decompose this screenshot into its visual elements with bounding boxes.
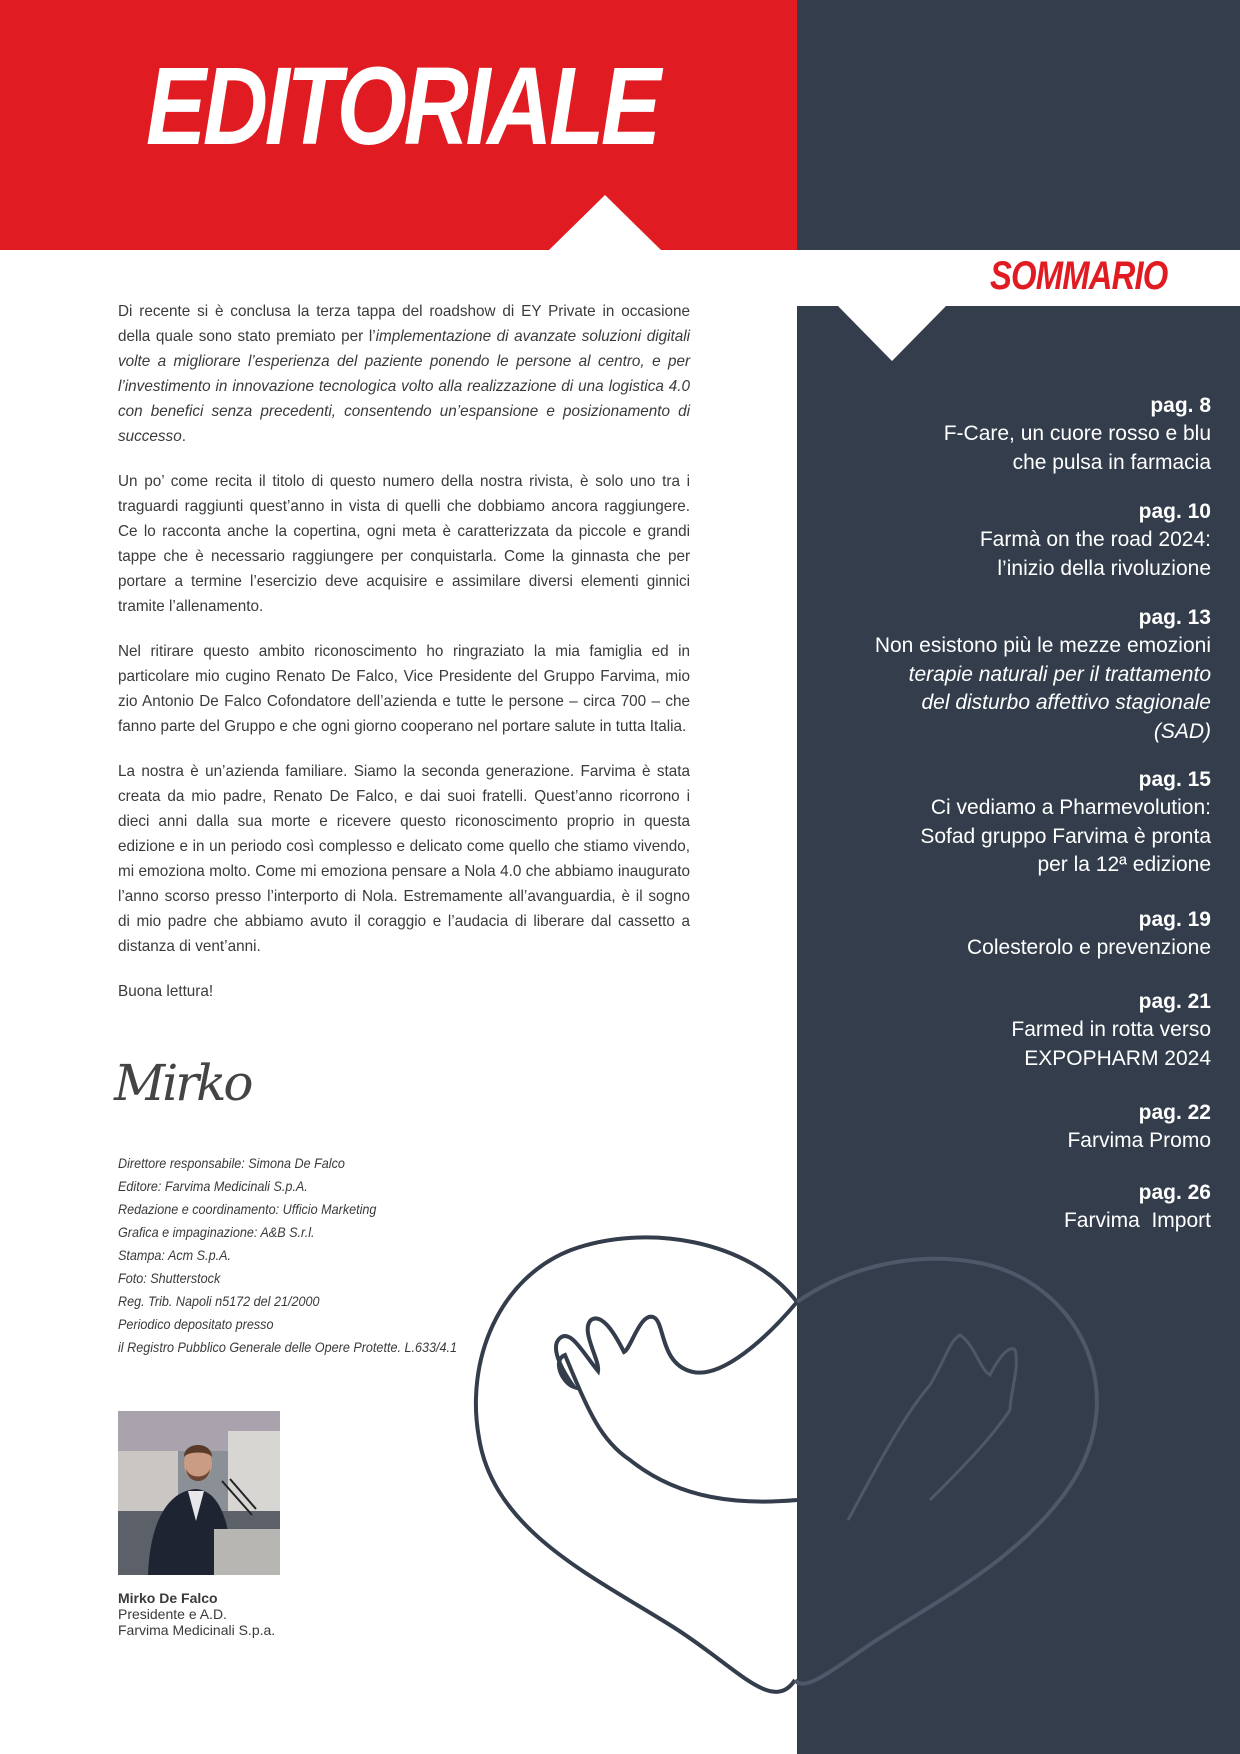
toc-entry[interactable]	[791, 988, 1211, 1073]
toc-page-number: pag. 26	[1138, 1180, 1211, 1204]
toc-title-line: Colesterolo e prevenzione	[967, 935, 1211, 959]
author-role: Presidente e A.D.	[118, 1606, 227, 1622]
toc-title-line: Farvima Import	[1063, 1208, 1211, 1232]
colophon-line: Foto: Shutterstock	[118, 1270, 221, 1286]
toc-title-line: del disturbo affettivo stagionale	[921, 691, 1211, 714]
toc-title-line: Farvima Promo	[1067, 1129, 1211, 1152]
toc-entry[interactable]	[791, 1179, 1211, 1236]
toc-title-line: F-Care, un cuore rosso e blu	[943, 422, 1211, 445]
editorial-paragraph-3: Nel ritirare questo ambito riconoscimento ho ringraziato la mia famiglia ed in particolare mio cugino Renato De Falco, Vice Presidente del Gruppo Farvima, mio zio Antonio De Falco Cofondatore dell’azienda e tutte le persone – circa 700 – che fanno parte del Gruppo e che ogni giorno cooperano nel portare salute in tutta Italia.	[118, 643, 691, 735]
toc-title-line: Ci vediamo a Pharmevolution:	[930, 796, 1211, 819]
toc-title-line: terapie naturali per il trattamento	[908, 662, 1211, 686]
author-photo-illustration	[118, 1411, 280, 1575]
paragraph-1-intro: Di recente si è conclusa la terza tappa del roadshow di EY Private in occasione della quale sono stato premiato per l’	[118, 303, 691, 345]
colophon	[118, 1152, 538, 1359]
editorial-paragraph-2: Un po’ come recita il titolo di questo numero della nostra rivista, è solo uno tra i traguardi raggiunti quest’anno in vista di quelli che dobbiamo ancora raggiungere. Ce lo racconta anche la copertina, ogni meta è caratterizzata da piccole e grandi tappe che è necessario raggiungere per conquistarla. Come la ginnasta che per portare a termine l’esercizio deve acquisire e assimilare diversi elementi ginnici tramite l’allenamento.	[118, 473, 691, 615]
toc-page-number: pag. 19	[1138, 907, 1211, 931]
toc-title-line: Farmà on the road 2024:	[979, 528, 1211, 551]
toc-entry[interactable]	[791, 766, 1211, 880]
author-company: Farvima Medicinali S.p.a.	[118, 1622, 276, 1638]
author-caption	[118, 1590, 275, 1638]
toc-page-number: pag. 8	[1150, 394, 1211, 417]
colophon-line: Reg. Trib. Napoli n5172 del 21/2000	[118, 1293, 320, 1309]
colophon-line: Redazione e coordinamento: Ufficio Marketing	[118, 1201, 377, 1217]
toc-title-line: Non esistono più le mezze emozioni	[874, 634, 1211, 657]
toc-entry[interactable]	[791, 906, 1211, 963]
table-of-contents	[791, 392, 1211, 1235]
paragraph-1-end: .	[181, 428, 186, 445]
toc-page-number: pag. 13	[1138, 606, 1211, 629]
toc-page-number: pag. 21	[1138, 990, 1211, 1013]
editorial-paragraph-4: La nostra è un’azienda familiare. Siamo la seconda generazione. Farvima è stata creata da mio padre, Renato De Falco, e dai suoi fratelli. Quest’anno ricorrono i dieci anni dalla sua morte e ricevere questo riconoscimento proprio in questa edizione e in un periodo così complesso e delicato come quello che stiamo vivendo, mi emoziona molto. Come mi emoziona pensare a Nola 4.0 che abbiamo inaugurato l’anno scorso presso l’interporto di Nola. Estremamente all’avanguardia, è il sogno di mio padre che abbiamo avuto il coraggio e l’audacia di liberare dal cassetto a distanza di vent’anni.	[118, 763, 691, 955]
colophon-line: Stampa: Acm S.p.A.	[118, 1247, 231, 1263]
page-title: EDITORIALE	[146, 45, 658, 168]
toc-title-line: per la 12ª edizione	[1037, 853, 1211, 876]
author-photo	[118, 1411, 280, 1575]
editorial-closing: Buona lettura!	[118, 983, 214, 1000]
toc-page-number: pag. 15	[1138, 768, 1211, 791]
toc-title-line: che pulsa in farmacia	[1012, 450, 1211, 474]
toc-title-line: l’inizio della rivoluzione	[997, 556, 1211, 580]
toc-title-line: Farmed in rotta verso	[1011, 1018, 1211, 1041]
toc-title-line: (SAD)	[1153, 719, 1211, 743]
toc-entry[interactable]	[791, 1099, 1211, 1156]
editorial-paragraph-1	[118, 299, 690, 449]
toc-title-line: EXPOPHARM 2024	[1024, 1046, 1211, 1070]
colophon-line: Direttore responsabile: Simona De Falco	[118, 1155, 345, 1171]
paragraph-1-quote: implementazione di avanzate soluzioni digitali volte a migliorare l’esperienza del paziente ponendo le persone al centro, e per l’investimento in innovazione tecnologica volto alla realizzazione di una logistica 4.0 con benefici senza precedenti, consentendo un’espansione e posizionamento di successo	[118, 328, 691, 445]
toc-entry[interactable]	[791, 392, 1211, 477]
colophon-line: Periodico depositato presso	[118, 1316, 274, 1332]
sommario-title: SOMMARIO	[989, 254, 1167, 298]
signature: Mirko	[114, 1054, 251, 1112]
colophon-line: Grafica e impaginazione: A&B S.r.l.	[118, 1224, 315, 1240]
author-name: Mirko De Falco	[118, 1590, 218, 1606]
toc-page-number: pag. 22	[1138, 1101, 1211, 1124]
colophon-line: il Registro Pubblico Generale delle Opere Protette. L.633/4.1	[118, 1339, 458, 1355]
toc-entry[interactable]	[791, 498, 1211, 583]
toc-page-number: pag. 10	[1138, 500, 1211, 523]
toc-title-line: Sofad gruppo Farvima è pronta	[920, 824, 1211, 848]
editorial-body	[118, 299, 690, 1024]
toc-entry[interactable]	[791, 604, 1211, 746]
colophon-line: Editore: Farvima Medicinali S.p.A.	[118, 1178, 308, 1194]
